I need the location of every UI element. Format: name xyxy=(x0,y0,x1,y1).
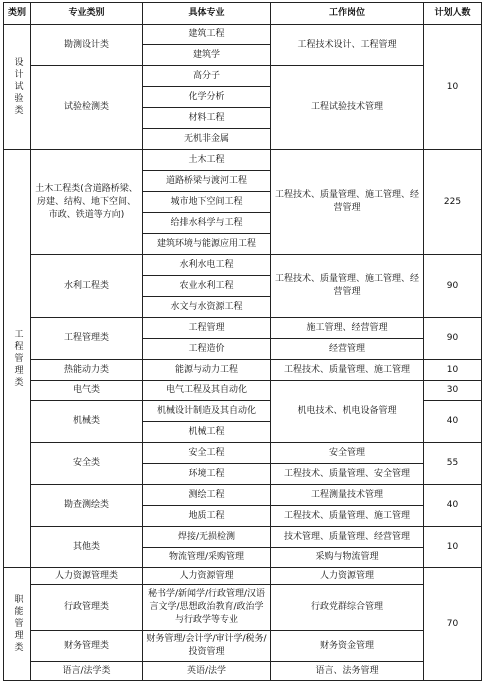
major-cell: 高分子 xyxy=(143,66,271,87)
table-row xyxy=(4,585,482,631)
major-cell: 测绘工程 xyxy=(143,485,271,506)
major-type-cell: 人力资源管理类 xyxy=(31,568,143,585)
job-cell: 技术管理、质量管理、经营管理 xyxy=(271,527,424,548)
job-cell: 语言、法务管理 xyxy=(271,662,424,681)
major-cell: 工程管理 xyxy=(143,318,271,339)
count-cell: 10 xyxy=(424,527,482,568)
group-engineering: 工程管理类 xyxy=(4,150,31,568)
major-type-cell: 行政管理类 xyxy=(31,585,143,631)
major-cell: 化学分析 xyxy=(143,87,271,108)
major-cell: 安全工程 xyxy=(143,443,271,464)
header-major-type: 专业类别 xyxy=(31,3,143,25)
major-cell: 材料工程 xyxy=(143,108,271,129)
major-cell: 英语/法学 xyxy=(143,662,271,681)
table-row xyxy=(4,568,482,585)
job-cell: 工程技术、质量管理、施工管理 xyxy=(271,506,424,527)
major-cell: 道路桥梁与渡河工程 xyxy=(143,171,271,192)
job-cell: 工程试验技术管理 xyxy=(271,66,424,150)
table-row xyxy=(4,381,482,401)
count-cell: 225 xyxy=(424,150,482,255)
table-row xyxy=(4,360,482,381)
table-row xyxy=(4,318,482,339)
job-cell: 工程技术设计、工程管理 xyxy=(271,25,424,66)
major-cell: 能源与动力工程 xyxy=(143,360,271,381)
major-type-cell: 安全类 xyxy=(31,443,143,485)
header-row xyxy=(4,3,482,25)
job-cell: 工程测量技术管理 xyxy=(271,485,424,506)
major-cell: 秘书学/新闻学/行政管理/汉语言文学/思想政治教育/政治学与行政学等专业 xyxy=(143,585,271,631)
major-type-cell: 其他类 xyxy=(31,527,143,568)
job-cell: 经营管理 xyxy=(271,339,424,360)
major-cell: 焊接/无损检测 xyxy=(143,527,271,548)
recruitment-plan-table xyxy=(3,2,482,681)
count-cell: 90 xyxy=(424,318,482,360)
table-row xyxy=(4,485,482,506)
table-row xyxy=(4,662,482,681)
job-cell: 工程技术、质量管理、施工管理、经营管理 xyxy=(271,255,424,318)
major-cell: 机械设计制造及其自动化 xyxy=(143,401,271,422)
major-cell: 城市地下空间工程 xyxy=(143,192,271,213)
count-cell: 55 xyxy=(424,443,482,485)
major-cell: 物流管理/采购管理 xyxy=(143,548,271,568)
major-type-cell: 财务管理类 xyxy=(31,631,143,662)
job-cell: 机电技术、机电设备管理 xyxy=(271,381,424,443)
major-cell: 人力资源管理 xyxy=(143,568,271,585)
count-cell: 40 xyxy=(424,401,482,443)
major-cell: 财务管理/会计学/审计学/税务/投资管理 xyxy=(143,631,271,662)
major-cell: 建筑工程 xyxy=(143,25,271,45)
count-cell: 10 xyxy=(424,25,482,150)
count-cell: 70 xyxy=(424,568,482,681)
major-cell: 机械工程 xyxy=(143,422,271,443)
major-cell: 农业水利工程 xyxy=(143,276,271,297)
table-row xyxy=(4,66,482,87)
major-type-cell: 电气类 xyxy=(31,381,143,401)
job-cell: 工程技术、质量管理、施工管理、经营管理 xyxy=(271,150,424,255)
major-cell: 水文与水资源工程 xyxy=(143,297,271,318)
job-cell: 工程技术、质量管理、安全管理 xyxy=(271,464,424,485)
major-cell: 给排水科学与工程 xyxy=(143,213,271,234)
count-cell: 90 xyxy=(424,255,482,318)
table-row xyxy=(4,443,482,464)
job-cell: 财务资金管理 xyxy=(271,631,424,662)
major-type-cell: 机械类 xyxy=(31,401,143,443)
table-row xyxy=(4,527,482,548)
major-cell: 无机非金属 xyxy=(143,129,271,150)
count-cell: 30 xyxy=(424,381,482,401)
job-cell: 施工管理、经营管理 xyxy=(271,318,424,339)
major-cell: 电气工程及其自动化 xyxy=(143,381,271,401)
group-design: 设计试验类 xyxy=(4,25,31,150)
table-row xyxy=(4,255,482,276)
major-cell: 工程造价 xyxy=(143,339,271,360)
major-type-cell: 土木工程类(含道路桥梁、房建、结构、地下空间、市政、铁道等方向) xyxy=(31,150,143,255)
header-category: 类别 xyxy=(4,3,31,25)
major-type-cell: 热能动力类 xyxy=(31,360,143,381)
count-cell: 40 xyxy=(424,485,482,527)
major-cell: 地质工程 xyxy=(143,506,271,527)
job-cell: 行政党群综合管理 xyxy=(271,585,424,631)
job-cell: 安全管理 xyxy=(271,443,424,464)
header-planned-count: 计划人数 xyxy=(424,3,482,25)
major-cell: 水利水电工程 xyxy=(143,255,271,276)
job-cell: 采购与物流管理 xyxy=(271,548,424,568)
job-cell: 人力资源管理 xyxy=(271,568,424,585)
major-cell: 土木工程 xyxy=(143,150,271,171)
group-functional: 职能管理类 xyxy=(4,568,31,681)
table-row xyxy=(4,150,482,171)
count-cell: 10 xyxy=(424,360,482,381)
header-job-position: 工作岗位 xyxy=(271,3,424,25)
major-type-cell: 水利工程类 xyxy=(31,255,143,318)
major-type-cell: 勘测设计类 xyxy=(31,25,143,66)
table-row xyxy=(4,25,482,45)
major-cell: 建筑环境与能源应用工程 xyxy=(143,234,271,255)
table-row xyxy=(4,631,482,662)
job-cell: 工程技术、质量管理、施工管理 xyxy=(271,360,424,381)
major-type-cell: 语言/法学类 xyxy=(31,662,143,681)
major-type-cell: 试验检测类 xyxy=(31,66,143,150)
major-cell: 环境工程 xyxy=(143,464,271,485)
major-cell: 建筑学 xyxy=(143,45,271,66)
major-type-cell: 勘查测绘类 xyxy=(31,485,143,527)
header-specific-major: 具体专业 xyxy=(143,3,271,25)
major-type-cell: 工程管理类 xyxy=(31,318,143,360)
